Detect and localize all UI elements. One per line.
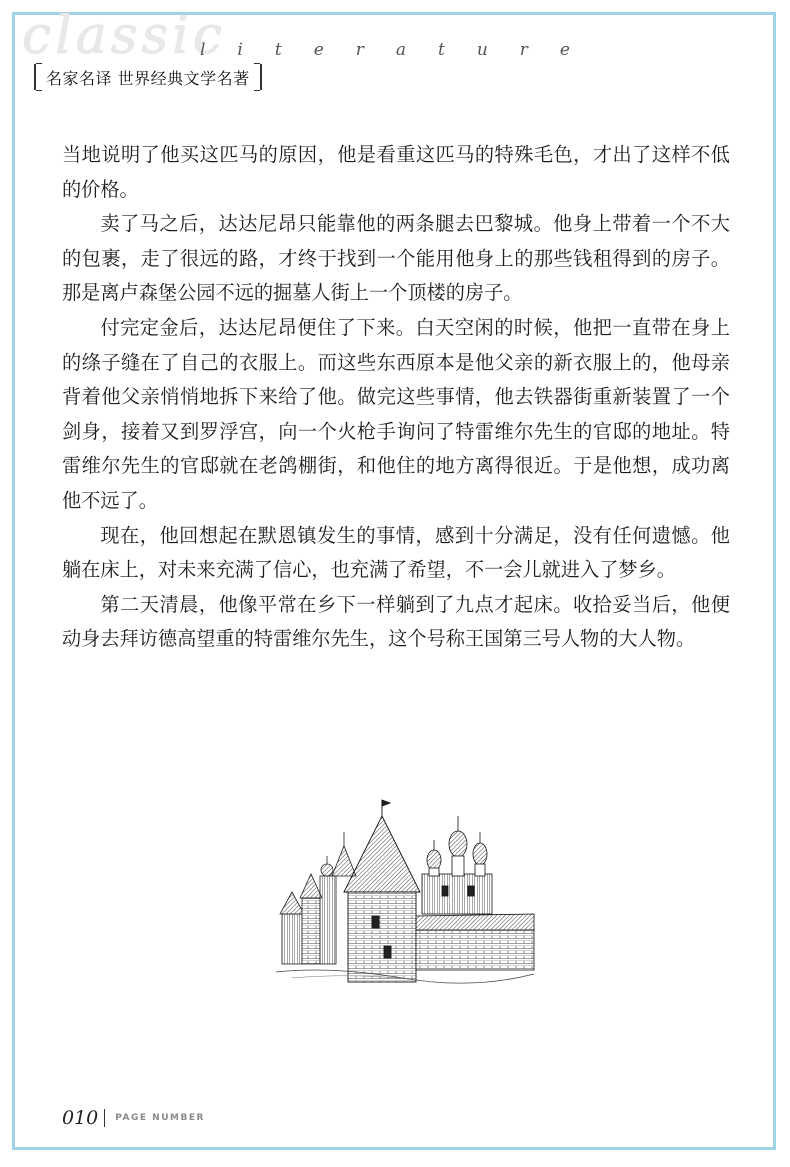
header-classic-word: classic: [22, 6, 226, 66]
page-number: 010: [62, 1107, 99, 1129]
series-title: 名家名译 世界经典文学名著: [34, 64, 262, 90]
page-footer: [62, 1107, 205, 1129]
paragraph: 卖了马之后，达达尼昂只能靠他的两条腿去巴黎城。他身上带着一个不大的包裹，走了很远的路，才终于找到一个能用他身上的那些钱租得到的房子。那是离卢森堡公园不远的掘墓人街上一个顶楼的房子。: [62, 212, 730, 305]
page-number-label: PAGE NUMBER: [115, 1113, 205, 1123]
body-text: [62, 138, 730, 657]
paragraph: 当地说明了他买这匹马的原因，他是看重这匹马的特殊毛色，才出了这样不低的价格。: [62, 143, 730, 201]
footer-divider: [104, 1109, 105, 1127]
paragraph: 付完定金后，达达尼昂便住了下来。白天空闲的时候，他把一直带在身上的绦子缝在了自己的衣服上。而这些东西原本是他父亲的新衣服上的，他母亲背着他父亲悄悄地拆下来给了他。做完这些事情，他去铁器街重新装置了一个剑身，接着又到罗浮宫，向一个火枪手询问了特雷维尔先生的官邸的地址。特雷维尔先生的官邸就在老鸽棚街，和他住的地方离得很近。于是他想，成功离他不远了。: [62, 315, 730, 512]
paragraph: 现在，他回想起在默恩镇发生的事情，感到十分满足，没有任何遗憾。他躺在床上，对未来充满了信心，也充满了希望，不一会儿就进入了梦乡。: [62, 523, 730, 582]
paragraph: 第二天清晨，他像平常在乡下一样躺到了九点才起床。收拾妥当后，他便动身去拜访德高望重的特雷维尔先生，这个号称王国第三号人物的大人物。: [62, 592, 730, 651]
header-literature-word: literature: [200, 40, 602, 60]
castle-illustration: [272, 796, 538, 986]
